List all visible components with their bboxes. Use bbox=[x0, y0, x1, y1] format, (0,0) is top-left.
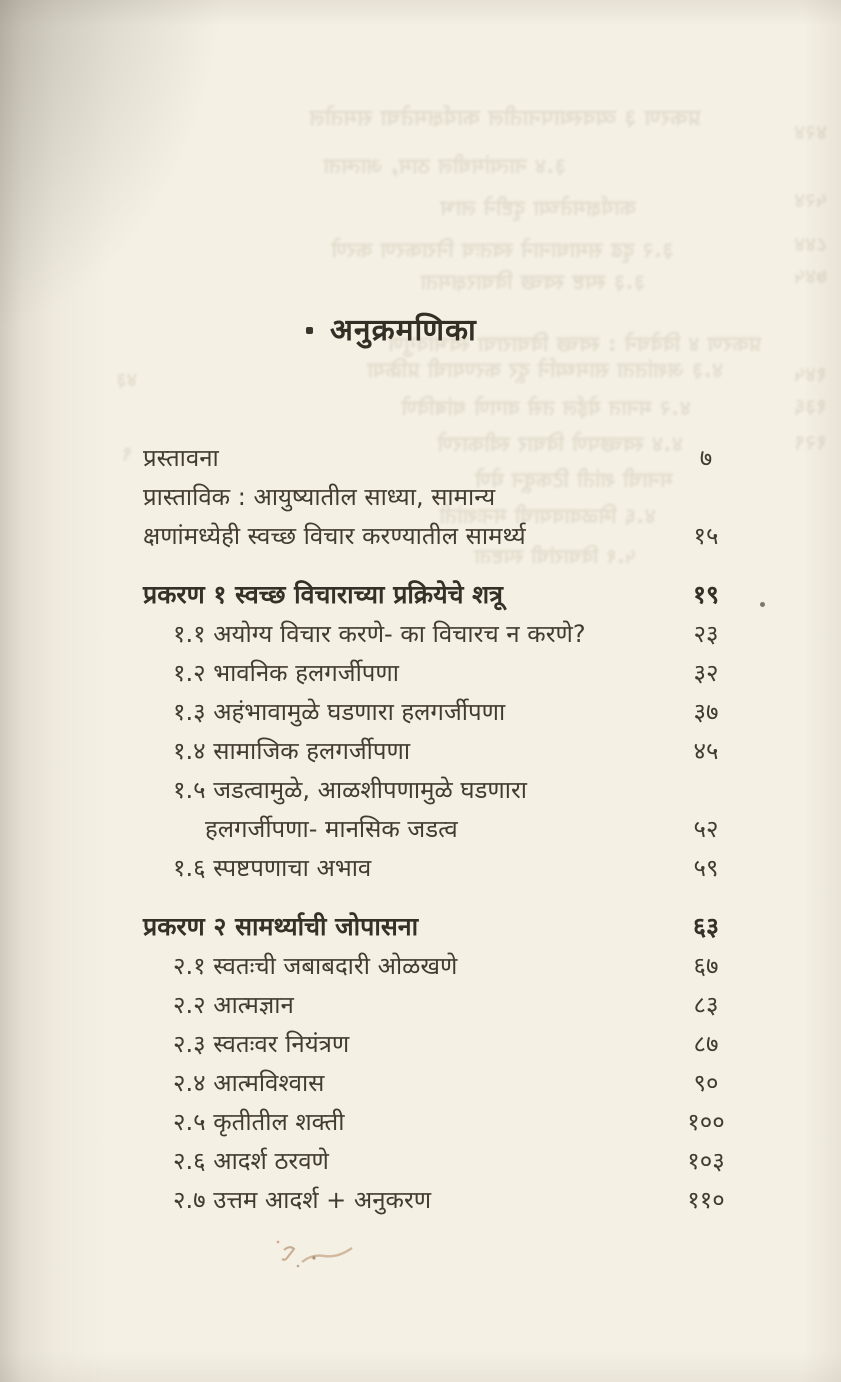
toc-entry-page-number: ८३ bbox=[693, 991, 719, 1019]
toc-entry bbox=[143, 776, 740, 804]
ink-smudge bbox=[262, 1236, 382, 1288]
bleedthrough-line: ३.३ स्पष्ट स्वच्छ विचारक्षमता bbox=[420, 270, 645, 294]
toc-entry-label: क्षणांमध्येही स्वच्छ विचार करण्यातील सामर्थ्य bbox=[143, 522, 526, 550]
toc-entry bbox=[143, 1108, 740, 1136]
toc-entry-label: २.२ आत्मज्ञान bbox=[173, 991, 294, 1019]
bleedthrough-line: ५.१ विचारांची स्पष्टता bbox=[474, 544, 636, 568]
bleedthrough-line: ५२४ bbox=[794, 188, 827, 212]
toc-entry bbox=[143, 698, 740, 726]
toc-entry bbox=[143, 620, 740, 648]
bleedthrough-line: कार्यक्षमतेच्या दृष्टीने लाभ bbox=[440, 196, 636, 220]
toc-entry bbox=[143, 815, 740, 843]
toc-entry-label: प्रकरण १ स्वच्छ विचाराच्या प्रक्रियेचे शत्रू bbox=[143, 580, 503, 609]
toc-entry-page-number: ३७ bbox=[693, 698, 719, 726]
toc-entry bbox=[143, 1030, 740, 1058]
bleedthrough-line: १२९ bbox=[794, 430, 827, 454]
bleedthrough-line: ७४५ bbox=[794, 264, 827, 288]
bleedthrough-line: ३.४ नात्यांमधील ठाम, आत्मता bbox=[323, 154, 566, 178]
toc-entry-page-number: ६७ bbox=[693, 952, 719, 980]
bleedthrough-line: ९ bbox=[122, 443, 133, 465]
smudge-speck bbox=[312, 1256, 315, 1259]
toc-entry bbox=[143, 659, 740, 687]
toc-entry bbox=[143, 952, 740, 980]
toc-entry-page-number: १५ bbox=[693, 522, 719, 550]
bleedthrough-line: ४२४ bbox=[794, 120, 827, 144]
toc-entry-label: २.५ कृतीतील शक्ती bbox=[173, 1108, 345, 1136]
toc-entry-page-number: ५९ bbox=[693, 854, 719, 882]
toc-entry-label: प्रकरण २ सामर्थ्याची जोपासना bbox=[143, 912, 419, 941]
toc-entry bbox=[143, 737, 740, 765]
toc-entry-label: हलगर्जीपणा- मानसिक जडत्व bbox=[205, 815, 458, 843]
smudge-stroke bbox=[302, 1248, 352, 1262]
toc-entry bbox=[143, 522, 740, 550]
bleedthrough-line: ४.२ मनात येईल तसे वागणे थांबविणे bbox=[401, 396, 691, 420]
stray-dot-artifact bbox=[760, 602, 765, 607]
toc-entry-page-number: ५२ bbox=[693, 815, 719, 843]
toc-entry-label: १.५ जडत्वामुळे, आळशीपणामुळे घडणारा bbox=[173, 776, 527, 804]
toc-entry-page-number: ६३ bbox=[692, 912, 719, 941]
table-of-contents bbox=[143, 444, 740, 1225]
bleedthrough-line: ४.६ मिळवावयाची मनःशांती bbox=[439, 504, 656, 528]
smudge-stroke bbox=[282, 1247, 294, 1260]
toc-entry-label: १.१ अयोग्य विचार करणे- का विचारच न करणे? bbox=[173, 620, 586, 648]
toc-entry-label: १.३ अहंभावामुळे घडणारा हलगर्जीपणा bbox=[173, 698, 506, 726]
toc-entry-label: २.३ स्वतःवर नियंत्रण bbox=[173, 1030, 350, 1058]
toc-entry bbox=[143, 991, 740, 1019]
toc-entry-label: २.७ उत्तम आदर्श + अनुकरण bbox=[173, 1186, 432, 1214]
toc-entry-label: १.६ स्पष्टपणाचा अभाव bbox=[173, 854, 372, 882]
bleedthrough-line: १४५ bbox=[794, 362, 827, 386]
title-bullet-icon bbox=[306, 327, 313, 334]
toc-entry-label: २.६ आदर्श ठरवणे bbox=[173, 1147, 329, 1175]
toc-entry-label: १.२ भावनिक हलगर्जीपणा bbox=[173, 659, 399, 687]
toc-chapter-heading bbox=[143, 913, 740, 941]
toc-entry-page-number: १९ bbox=[692, 580, 719, 609]
toc-entry bbox=[143, 1186, 740, 1214]
toc-chapter-heading bbox=[143, 581, 740, 609]
toc-entry bbox=[143, 854, 740, 882]
toc-entry-label: प्रास्ताविक : आयुष्यातील साध्या, सामान्य bbox=[143, 483, 496, 511]
toc-entry-page-number: १०० bbox=[687, 1108, 725, 1136]
toc-entry-page-number: ४५ bbox=[693, 737, 719, 765]
toc-entry-label: प्रस्तावना bbox=[143, 444, 219, 472]
toc-entry-page-number: ७ bbox=[699, 444, 713, 472]
page-title-text: अनुक्रमणिका bbox=[330, 313, 477, 348]
toc-entry bbox=[143, 444, 740, 472]
toc-entry-page-number: २३ bbox=[693, 620, 719, 648]
toc-entry-label: १.४ सामाजिक हलगर्जीपणा bbox=[173, 737, 411, 765]
bleedthrough-line: ४३ bbox=[116, 369, 137, 391]
toc-entry bbox=[143, 1069, 740, 1097]
toc-entry-page-number: ११० bbox=[687, 1186, 725, 1214]
bleedthrough-line: ३.२ दृढ समाधानाने स्वतःच निराकरण करणे bbox=[330, 238, 673, 262]
toc-entry-page-number: ३२ bbox=[693, 659, 719, 687]
bleedthrough-line: १३६ bbox=[794, 394, 827, 418]
toc-entry-label: २.१ स्वतःची जबाबदारी ओळखणे bbox=[173, 952, 458, 980]
smudge-speck bbox=[277, 1241, 280, 1244]
toc-entry-page-number: ८७ bbox=[693, 1030, 719, 1058]
toc-entry bbox=[143, 483, 740, 511]
page-title bbox=[306, 308, 477, 349]
bleedthrough-line: मनाची शांती टिकवून घेणे bbox=[475, 468, 673, 492]
toc-entry-page-number: ९० bbox=[693, 1069, 719, 1097]
bleedthrough-line: प्रकरण ३ व्यवस्थापनातील कार्यक्षमतेचा समतोल bbox=[309, 106, 701, 131]
bleedthrough-line: ८४४ bbox=[794, 232, 827, 256]
toc-entry-page-number: १०३ bbox=[687, 1147, 725, 1175]
toc-entry bbox=[143, 1147, 740, 1175]
bleedthrough-line: प्रकरण ४ विवेचने : स्वच्छ विचाराचा स्वभावगुण bbox=[387, 332, 761, 356]
bleedthrough-line: ४.३ अशांतता सामर्थ्याने दूर करण्याची प्रक्रिया bbox=[366, 358, 723, 382]
smudge-speck bbox=[297, 1265, 300, 1268]
toc-entry-label: २.४ आत्मविश्वास bbox=[173, 1069, 325, 1097]
bleedthrough-line: ४.४ स्वच्छपणे विचार स्वीकारणे bbox=[437, 432, 683, 456]
